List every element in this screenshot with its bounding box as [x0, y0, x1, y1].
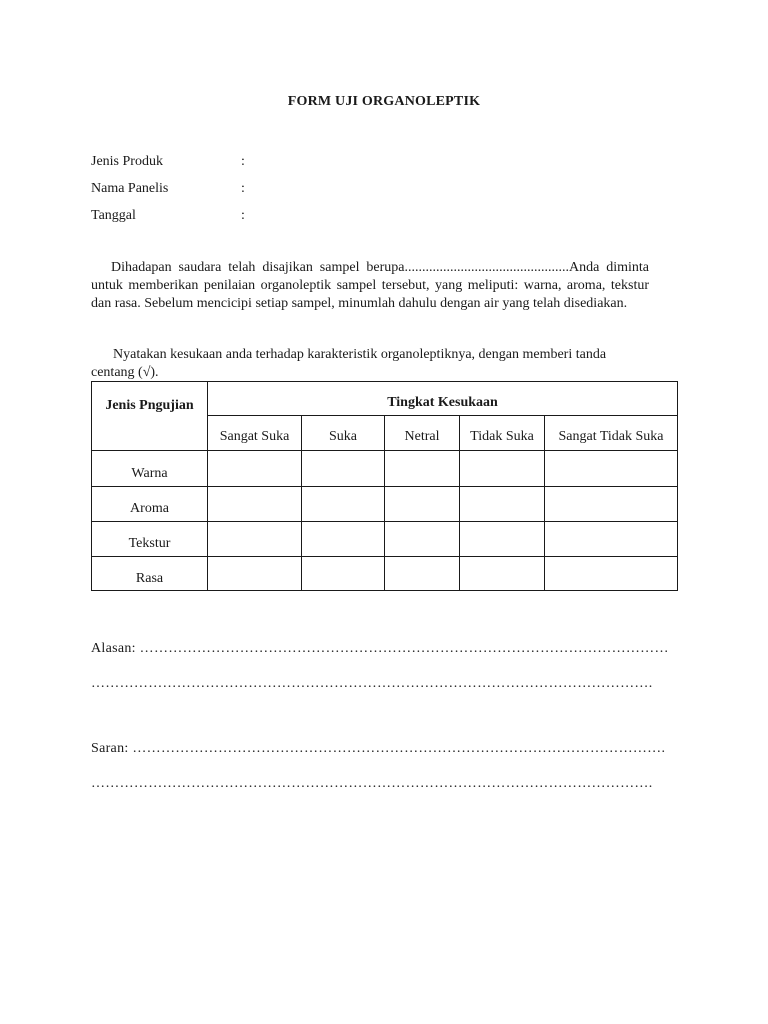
- level-netral: Netral: [385, 416, 460, 451]
- rating-cell[interactable]: [302, 557, 385, 591]
- header-tingkat-kesukaan: Tingkat Kesukaan: [208, 382, 678, 416]
- level-tidak-suka: Tidak Suka: [460, 416, 545, 451]
- rating-cell[interactable]: [460, 451, 545, 487]
- level-sangat-suka: Sangat Suka: [208, 416, 302, 451]
- table-row: [92, 487, 678, 522]
- row-label-warna: Warna: [92, 451, 208, 487]
- rating-cell[interactable]: [385, 557, 460, 591]
- field-jenis-produk: [91, 154, 245, 170]
- rating-cell[interactable]: [302, 451, 385, 487]
- row-label-rasa: Rasa: [92, 557, 208, 591]
- rating-cell[interactable]: [302, 522, 385, 557]
- saran-line[interactable]: Saran: ………………………………………………………………………………………………….: [91, 741, 666, 756]
- rating-cell[interactable]: [545, 522, 678, 557]
- rating-cell[interactable]: [208, 557, 302, 591]
- level-sangat-tidak-suka: Sangat Tidak Suka: [545, 416, 678, 451]
- field-separator: :: [241, 181, 245, 196]
- rating-cell[interactable]: [385, 522, 460, 557]
- rating-table: [91, 381, 678, 591]
- rating-cell[interactable]: [208, 451, 302, 487]
- rating-cell[interactable]: [208, 522, 302, 557]
- rating-cell[interactable]: [385, 451, 460, 487]
- header-jenis-pengujian: Jenis Pngujian: [92, 382, 208, 451]
- row-label-aroma: Aroma: [92, 487, 208, 522]
- rating-cell[interactable]: [460, 557, 545, 591]
- field-separator: :: [241, 154, 245, 169]
- field-nama-panelis: [91, 181, 245, 197]
- form-title: FORM UJI ORGANOLEPTIK: [287, 94, 481, 109]
- table-row: [92, 557, 678, 591]
- field-label: Nama Panelis: [91, 181, 169, 196]
- field-tanggal: [91, 208, 245, 224]
- rating-cell[interactable]: [545, 451, 678, 487]
- row-label-tekstur: Tekstur: [92, 522, 208, 557]
- field-label: Jenis Produk: [91, 154, 163, 169]
- saran-line-continued[interactable]: ……………………………………………………………………………………………………….: [91, 776, 653, 791]
- table-header-row: [92, 382, 678, 416]
- instruction-checkmark: Nyatakan kesukaan anda terhadap karakteristik organoleptiknya, dengan memberi tanda centang (√).: [91, 347, 607, 380]
- rating-cell[interactable]: [208, 487, 302, 522]
- field-separator: :: [241, 208, 245, 223]
- rating-cell[interactable]: [385, 487, 460, 522]
- rating-cell[interactable]: [545, 487, 678, 522]
- alasan-line-continued[interactable]: ……………………………………………………………………………………………………….: [91, 676, 653, 691]
- field-label: Tanggal: [91, 208, 136, 223]
- instruction-paragraph: Dihadapan saudara telah disajikan sampel berupa...............................................Anda diminta untuk memberikan penilaian organoleptik sampel tersebut, yang meliputi: warna, aroma, tekstur dan rasa. Sebelum mencicipi setiap sampel, minumlah dahulu dengan air yang telah disediakan.: [91, 260, 649, 311]
- table-row: [92, 451, 678, 487]
- level-suka: Suka: [302, 416, 385, 451]
- rating-cell[interactable]: [545, 557, 678, 591]
- table-row: [92, 522, 678, 557]
- rating-cell[interactable]: [460, 487, 545, 522]
- rating-cell[interactable]: [302, 487, 385, 522]
- alasan-line[interactable]: Alasan: …………………………………………………………………………………………………: [91, 641, 669, 656]
- rating-cell[interactable]: [460, 522, 545, 557]
